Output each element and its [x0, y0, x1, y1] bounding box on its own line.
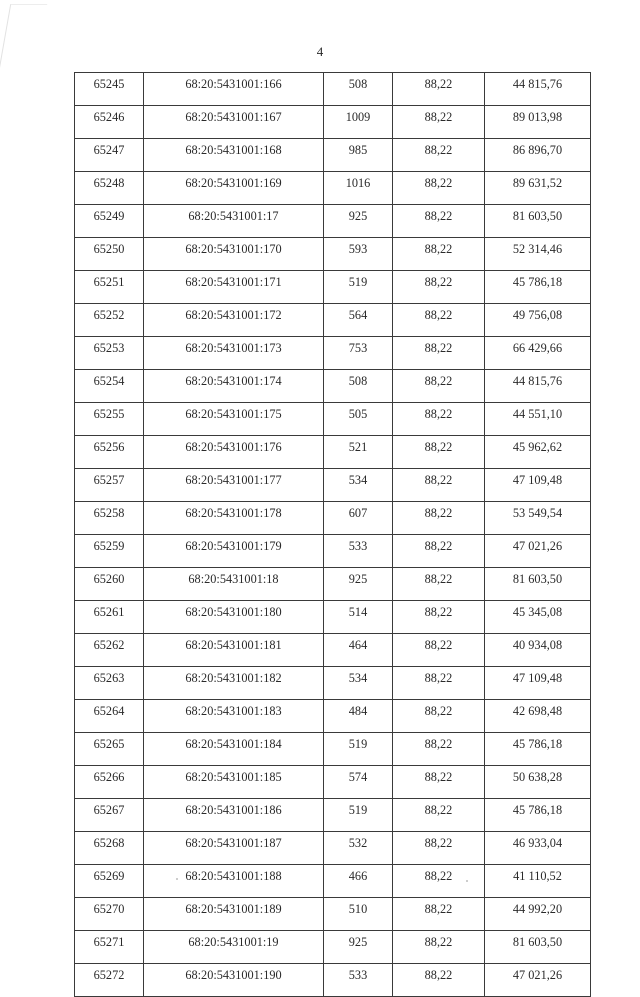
rate-cell: 88,22	[393, 865, 485, 898]
cadastral-number-cell: 68:20:5431001:172	[144, 304, 324, 337]
rate-cell: 88,22	[393, 733, 485, 766]
table-row	[75, 436, 591, 469]
cost-cell: 42 698,48	[485, 700, 591, 733]
rate-cell: 88,22	[393, 469, 485, 502]
cadastral-number-cell: 68:20:5431001:178	[144, 502, 324, 535]
area-cell: 519	[324, 271, 393, 304]
record-number-cell: 65255	[75, 403, 144, 436]
table-row	[75, 733, 591, 766]
rate-cell: 88,22	[393, 502, 485, 535]
cost-cell: 52 314,46	[485, 238, 591, 271]
record-number-cell: 65246	[75, 106, 144, 139]
area-cell: 508	[324, 73, 393, 106]
cost-cell: 41 110,52	[485, 865, 591, 898]
record-number-cell: 65258	[75, 502, 144, 535]
record-number-cell: 65265	[75, 733, 144, 766]
area-cell: 925	[324, 568, 393, 601]
record-number-cell: 65261	[75, 601, 144, 634]
cadastral-number-cell: 68:20:5431001:168	[144, 139, 324, 172]
cadastral-number-cell: 68:20:5431001:183	[144, 700, 324, 733]
rate-cell: 88,22	[393, 931, 485, 964]
table-row	[75, 898, 591, 931]
cadastral-number-cell: 68:20:5431001:174	[144, 370, 324, 403]
record-number-cell: 65245	[75, 73, 144, 106]
table-row	[75, 832, 591, 865]
area-cell: 519	[324, 799, 393, 832]
record-number-cell: 65254	[75, 370, 144, 403]
rate-cell: 88,22	[393, 370, 485, 403]
table-row	[75, 700, 591, 733]
cost-cell: 50 638,28	[485, 766, 591, 799]
cadastral-number-cell: 68:20:5431001:169	[144, 172, 324, 205]
rate-cell: 88,22	[393, 898, 485, 931]
record-number-cell: 65267	[75, 799, 144, 832]
area-cell: 510	[324, 898, 393, 931]
cadastral-number-cell: 68:20:5431001:190	[144, 964, 324, 997]
rate-cell: 88,22	[393, 304, 485, 337]
table-row	[75, 403, 591, 436]
record-number-cell: 65252	[75, 304, 144, 337]
rate-cell: 88,22	[393, 667, 485, 700]
area-cell: 519	[324, 733, 393, 766]
area-cell: 505	[324, 403, 393, 436]
table-row	[75, 139, 591, 172]
cost-cell: 47 109,48	[485, 667, 591, 700]
rate-cell: 88,22	[393, 172, 485, 205]
cadastral-number-cell: 68:20:5431001:18	[144, 568, 324, 601]
cadastral-number-cell: 68:20:5431001:175	[144, 403, 324, 436]
page-number: 4	[316, 44, 324, 59]
record-number-cell: 65266	[75, 766, 144, 799]
rate-cell: 88,22	[393, 601, 485, 634]
table-row	[75, 766, 591, 799]
cost-cell: 44 992,20	[485, 898, 591, 931]
cost-cell: 81 603,50	[485, 205, 591, 238]
cost-cell: 89 631,52	[485, 172, 591, 205]
record-number-cell: 65264	[75, 700, 144, 733]
table-row	[75, 667, 591, 700]
cost-cell: 81 603,50	[485, 568, 591, 601]
cadastral-number-cell: 68:20:5431001:171	[144, 271, 324, 304]
rate-cell: 88,22	[393, 535, 485, 568]
table-row	[75, 634, 591, 667]
area-cell: 925	[324, 205, 393, 238]
cost-cell: 66 429,66	[485, 337, 591, 370]
cost-cell: 47 109,48	[485, 469, 591, 502]
table-row	[75, 535, 591, 568]
cadastral-number-cell: 68:20:5431001:166	[144, 73, 324, 106]
cadastral-number-cell: 68:20:5431001:182	[144, 667, 324, 700]
cadastral-number-cell: 68:20:5431001:188	[144, 865, 324, 898]
cadastral-table-container	[74, 72, 590, 997]
area-cell: 925	[324, 931, 393, 964]
cost-cell: 47 021,26	[485, 535, 591, 568]
record-number-cell: 65251	[75, 271, 144, 304]
area-cell: 508	[324, 370, 393, 403]
cost-cell: 89 013,98	[485, 106, 591, 139]
record-number-cell: 65248	[75, 172, 144, 205]
rate-cell: 88,22	[393, 271, 485, 304]
table-row	[75, 469, 591, 502]
rate-cell: 88,22	[393, 403, 485, 436]
table-row	[75, 601, 591, 634]
cost-cell: 44 815,76	[485, 73, 591, 106]
cost-cell: 53 549,54	[485, 502, 591, 535]
cost-cell: 49 756,08	[485, 304, 591, 337]
cost-cell: 44 551,10	[485, 403, 591, 436]
cadastral-number-cell: 68:20:5431001:167	[144, 106, 324, 139]
cost-cell: 45 345,08	[485, 601, 591, 634]
area-cell: 534	[324, 469, 393, 502]
rate-cell: 88,22	[393, 139, 485, 172]
cost-cell: 45 786,18	[485, 733, 591, 766]
table-row	[75, 238, 591, 271]
table-row	[75, 337, 591, 370]
record-number-cell: 65268	[75, 832, 144, 865]
rate-cell: 88,22	[393, 799, 485, 832]
table-row	[75, 799, 591, 832]
rate-cell: 88,22	[393, 634, 485, 667]
cadastral-number-cell: 68:20:5431001:186	[144, 799, 324, 832]
table-row	[75, 106, 591, 139]
scan-artifact	[0, 4, 47, 75]
rate-cell: 88,22	[393, 700, 485, 733]
cadastral-number-cell: 68:20:5431001:187	[144, 832, 324, 865]
table-row	[75, 172, 591, 205]
table-row	[75, 205, 591, 238]
record-number-cell: 65250	[75, 238, 144, 271]
area-cell: 574	[324, 766, 393, 799]
record-number-cell: 65271	[75, 931, 144, 964]
record-number-cell: 65263	[75, 667, 144, 700]
cost-cell: 47 021,26	[485, 964, 591, 997]
cadastral-number-cell: 68:20:5431001:19	[144, 931, 324, 964]
table-row	[75, 931, 591, 964]
rate-cell: 88,22	[393, 766, 485, 799]
table-row	[75, 304, 591, 337]
record-number-cell: 65260	[75, 568, 144, 601]
cost-cell: 44 815,76	[485, 370, 591, 403]
cadastral-number-cell: 68:20:5431001:179	[144, 535, 324, 568]
area-cell: 753	[324, 337, 393, 370]
area-cell: 533	[324, 964, 393, 997]
cost-cell: 46 933,04	[485, 832, 591, 865]
area-cell: 484	[324, 700, 393, 733]
record-number-cell: 65247	[75, 139, 144, 172]
area-cell: 514	[324, 601, 393, 634]
rate-cell: 88,22	[393, 832, 485, 865]
record-number-cell: 65270	[75, 898, 144, 931]
record-number-cell: 65262	[75, 634, 144, 667]
area-cell: 534	[324, 667, 393, 700]
table-row	[75, 271, 591, 304]
rate-cell: 88,22	[393, 205, 485, 238]
cadastral-number-cell: 68:20:5431001:180	[144, 601, 324, 634]
record-number-cell: 65269	[75, 865, 144, 898]
cadastral-number-cell: 68:20:5431001:189	[144, 898, 324, 931]
rate-cell: 88,22	[393, 964, 485, 997]
area-cell: 564	[324, 304, 393, 337]
rate-cell: 88,22	[393, 238, 485, 271]
cadastral-number-cell: 68:20:5431001:185	[144, 766, 324, 799]
table-row	[75, 502, 591, 535]
table-row	[75, 568, 591, 601]
record-number-cell: 65253	[75, 337, 144, 370]
cost-cell: 45 786,18	[485, 799, 591, 832]
cadastral-number-cell: 68:20:5431001:176	[144, 436, 324, 469]
area-cell: 607	[324, 502, 393, 535]
table-row	[75, 964, 591, 997]
area-cell: 1016	[324, 172, 393, 205]
cadastral-number-cell: 68:20:5431001:177	[144, 469, 324, 502]
cost-cell: 86 896,70	[485, 139, 591, 172]
record-number-cell: 65257	[75, 469, 144, 502]
table-row	[75, 865, 591, 898]
area-cell: 985	[324, 139, 393, 172]
cadastral-number-cell: 68:20:5431001:181	[144, 634, 324, 667]
record-number-cell: 65272	[75, 964, 144, 997]
record-number-cell: 65249	[75, 205, 144, 238]
area-cell: 533	[324, 535, 393, 568]
cost-cell: 40 934,08	[485, 634, 591, 667]
rate-cell: 88,22	[393, 106, 485, 139]
table-row	[75, 370, 591, 403]
cadastral-number-cell: 68:20:5431001:173	[144, 337, 324, 370]
cost-cell: 45 786,18	[485, 271, 591, 304]
area-cell: 464	[324, 634, 393, 667]
record-number-cell: 65259	[75, 535, 144, 568]
cadastral-table	[74, 72, 591, 997]
cadastral-number-cell: 68:20:5431001:170	[144, 238, 324, 271]
area-cell: 1009	[324, 106, 393, 139]
cadastral-number-cell: 68:20:5431001:17	[144, 205, 324, 238]
cadastral-number-cell: 68:20:5431001:184	[144, 733, 324, 766]
table-body	[75, 73, 591, 997]
area-cell: 532	[324, 832, 393, 865]
rate-cell: 88,22	[393, 568, 485, 601]
table-row	[75, 73, 591, 106]
rate-cell: 88,22	[393, 73, 485, 106]
rate-cell: 88,22	[393, 337, 485, 370]
cost-cell: 81 603,50	[485, 931, 591, 964]
area-cell: 466	[324, 865, 393, 898]
area-cell: 521	[324, 436, 393, 469]
area-cell: 593	[324, 238, 393, 271]
record-number-cell: 65256	[75, 436, 144, 469]
rate-cell: 88,22	[393, 436, 485, 469]
cost-cell: 45 962,62	[485, 436, 591, 469]
